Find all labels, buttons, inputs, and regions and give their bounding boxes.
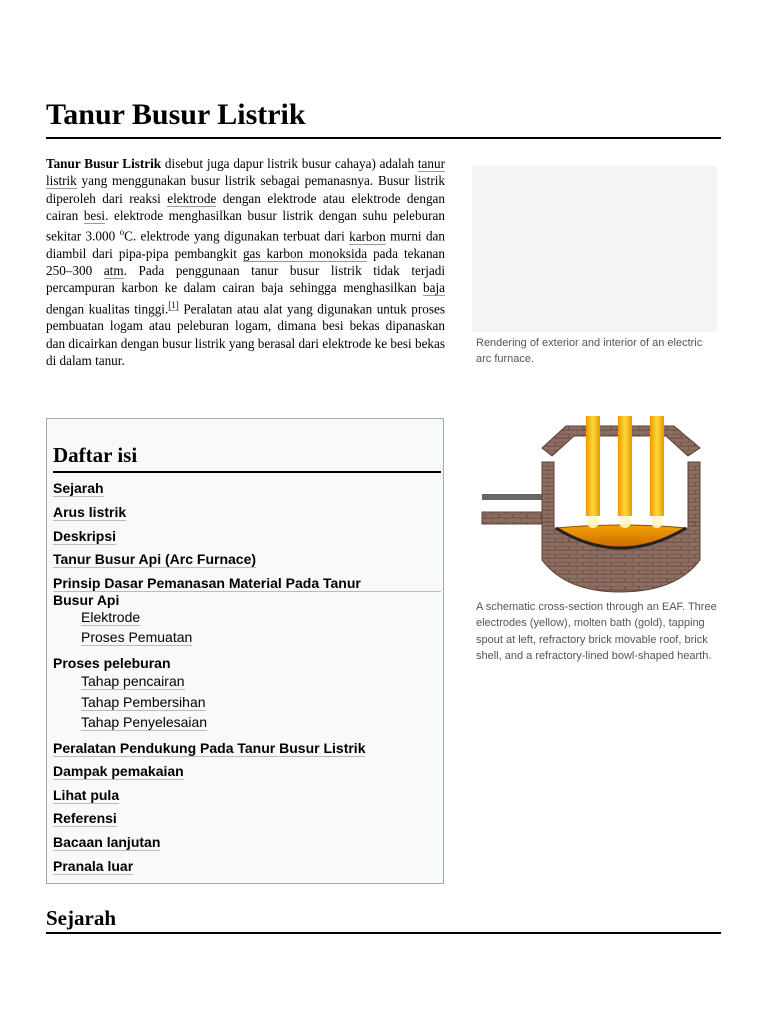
toc-item-label: Deskripsi (53, 528, 117, 544)
toc-item-pranala-luar[interactable] (53, 858, 133, 874)
page-title: Tanur Busur Listrik (46, 98, 306, 131)
lead-text: . Pada penggunaan tanur busur listrik tidak terjadi percampuran karbon ke dalam cairan baja sehingga menghasilkan (46, 263, 446, 296)
lead-paragraph (46, 155, 445, 369)
toc-subitem-tahap-pembersihan[interactable] (81, 694, 206, 710)
lead-text: Peralatan atau alat yang digunakan untuk proses pembuatan logam atau peleburan logam, dimana besi bekas dipanaskan dan dicairkan dengan busur listrik yang berasal dari elektrode ke besi bekas di dalam tanur. (46, 301, 445, 369)
toc-item-deskripsi[interactable] (53, 528, 116, 544)
toc-subitem-tahap-penyelesaian[interactable] (81, 714, 207, 730)
toc-item-lihat-pula[interactable] (53, 787, 119, 803)
lead-text: . elektrode menghasilkan busur listrik dengan suhu peleburan sekitar 3.000 (46, 207, 445, 244)
lead-bold-term: Tanur Busur Listrik (46, 156, 162, 171)
figure1-caption: Rendering of exterior and interior of an electric arc furnace. (476, 337, 703, 366)
link-elektrode[interactable]: elektrode (167, 190, 217, 206)
toc-item-sejarah[interactable] (53, 480, 104, 496)
toc-item-label: Lihat pula (53, 787, 120, 803)
toc-item-label: Proses Pemuatan (81, 629, 193, 645)
toc-item-label: Tahap Penyelesaian (81, 714, 208, 730)
toc-item-bacaan-lanjutan[interactable] (53, 834, 160, 850)
toc-item-label: Peralatan Pendukung Pada Tanur Busur Listrik (53, 740, 366, 756)
lead-text: disebut juga dapur listrik busur cahaya) adalah (161, 156, 418, 171)
eaf-schematic-figure[interactable] (478, 410, 722, 596)
toc-item-peralatan-pendukung[interactable] (53, 740, 365, 756)
toc-item-label: Bacaan lanjutan (53, 834, 161, 850)
lead-text: murni dan diambil dari pipa-pipa pembangkit (46, 228, 445, 261)
section-heading-sejarah: Sejarah (46, 906, 116, 930)
toc-item-label: Prinsip Dasar Pemanasan Material Pada Tanur (53, 575, 441, 592)
link-gas-karbon-monoksida[interactable]: gas karbon monoksida (242, 245, 368, 261)
title-divider (46, 137, 721, 139)
toc-title: Daftar isi (53, 443, 138, 467)
toc-item-tanur-busur-api[interactable] (53, 551, 256, 567)
toc-subitem-elektrode[interactable] (81, 609, 140, 625)
toc-item-label: Tanur Busur Api (Arc Furnace) (53, 551, 257, 567)
furnace-rendering-figure[interactable] (472, 166, 717, 332)
toc-subitem-tahap-pencairan[interactable] (81, 673, 185, 689)
toc-item-label: Tahap pencairan (81, 673, 185, 689)
link-baja[interactable]: baja (423, 280, 445, 296)
toc-item-arus-listrik[interactable] (53, 504, 126, 520)
toc-item-label: Sejarah (53, 480, 104, 496)
link-karbon[interactable]: karbon (349, 228, 386, 244)
figure2-caption: A schematic cross-section through an EAF. Three electrodes (yellow), molten bath (gold), tapping spout at left, refractory brick movable roof, brick shell, and a refractory-lined bowl-shaped hearth. (476, 601, 717, 662)
toc-item-label: Tahap Pembersihan (81, 694, 206, 710)
link-atm[interactable]: atm (103, 263, 124, 279)
lead-text: yang menggunakan busur listrik sebagai pemanasnya. Busur listrik diperoleh dari reaksi (46, 173, 445, 206)
toc-item-proses-peleburan[interactable] (53, 655, 171, 671)
link-besi[interactable]: besi (83, 207, 106, 223)
toc-item-referensi[interactable] (53, 810, 117, 826)
toc-item-label: Pranala luar (53, 858, 134, 874)
lead-text: dengan kualitas tinggi. (46, 301, 169, 317)
toc-item-label: Proses peleburan (53, 655, 171, 671)
toc-item-label-cont: Busur Api (53, 592, 120, 608)
degree-sign: o (119, 227, 125, 238)
toc-subitem-proses-pemuatan[interactable] (81, 629, 192, 645)
link-tanur-listrik[interactable]: tanur listrik (46, 156, 445, 189)
toc-item-dampak-pemakaian[interactable] (53, 763, 184, 779)
reference-link[interactable]: [1] (168, 299, 179, 310)
eaf-schematic-image (478, 410, 722, 596)
lead-text: pada tekanan 250–300 (46, 245, 446, 279)
toc-item-label: Dampak pemakaian (53, 763, 184, 779)
toc-item-label: Arus listrik (53, 504, 127, 520)
lead-text: C. elektrode yang digunakan terbuat dari (124, 228, 350, 244)
lead-text: dengan elektrode atau elektrode dengan cairan (46, 190, 445, 223)
toc-divider (53, 471, 441, 473)
toc-item-label: Elektrode (81, 609, 141, 625)
table-of-contents (46, 418, 444, 884)
toc-item-prinsip-dasar[interactable] (53, 575, 441, 608)
section-divider (46, 932, 721, 934)
toc-item-label: Referensi (53, 810, 117, 826)
